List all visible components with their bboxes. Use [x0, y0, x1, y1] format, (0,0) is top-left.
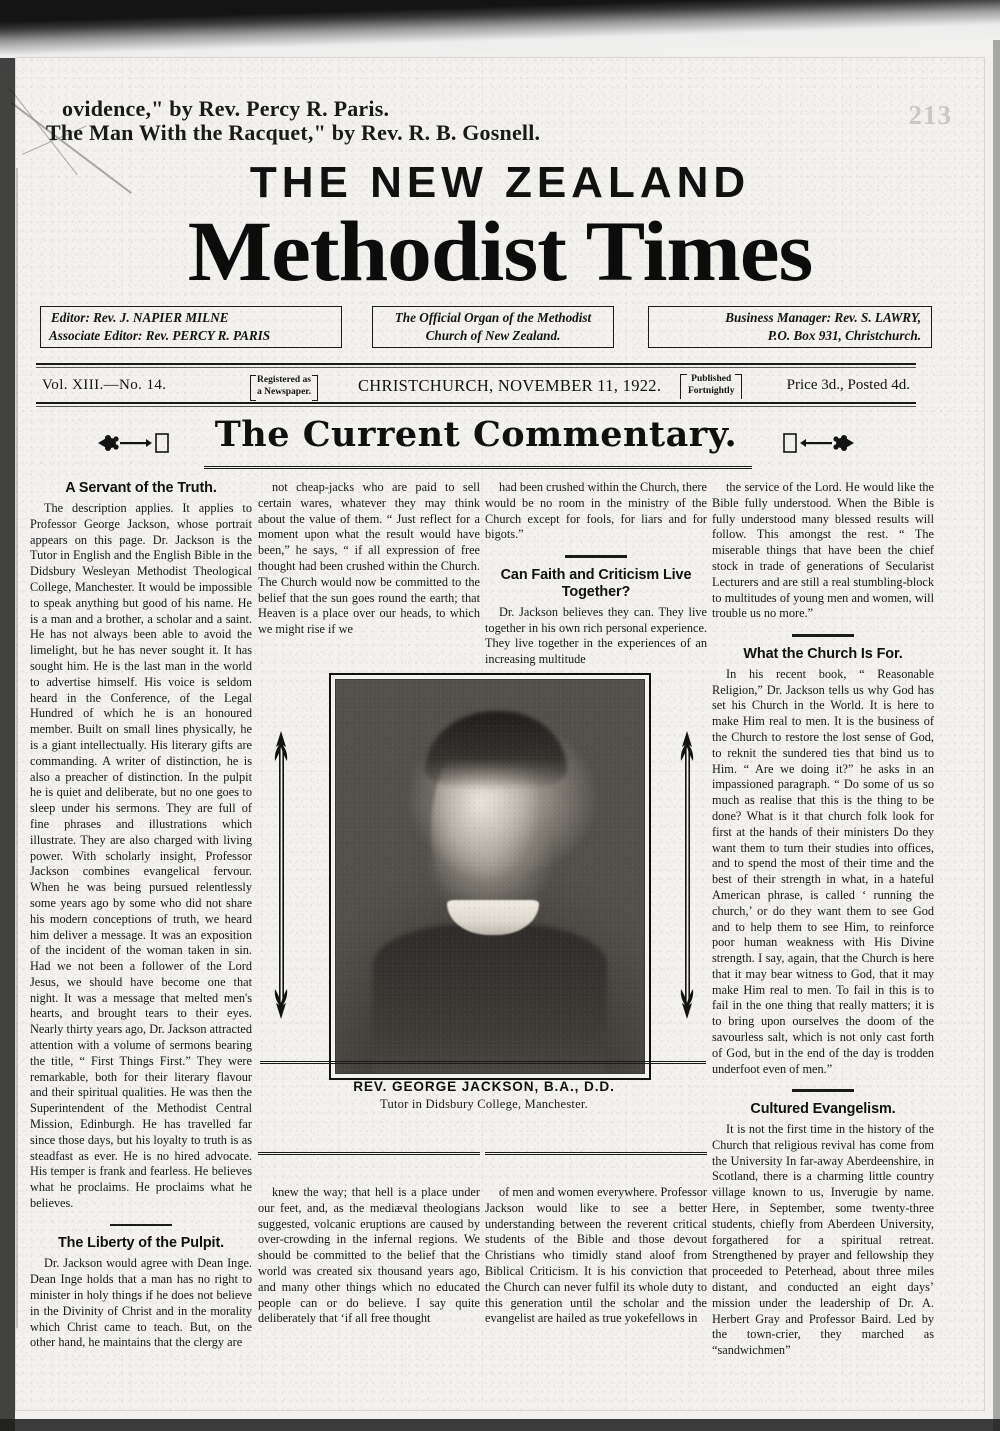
portrait-block [262, 655, 706, 1165]
header-rule-bottom-thin [36, 406, 916, 407]
banner-underline-rule [204, 466, 752, 469]
header-rule-top-thin [36, 367, 916, 368]
edge-crease-left [16, 168, 18, 1328]
section-heading-what-the-church-is-for: What the Church Is For. [743, 645, 903, 662]
column-3-body-top: had been crushed within the Church, there would be no room in the ministry of the Church except for fools, for liars and for bigots.” [485, 480, 707, 542]
business-manager-address: P.O. Box 931, Christchurch. [767, 328, 921, 343]
masthead-info-box-row [40, 306, 921, 350]
city-and-date: CHRISTCHURCH, NOVEMBER 11, 1922. [358, 376, 662, 395]
column-3-bottom [485, 1185, 707, 1327]
editor-name: Editor: Rev. J. NAPIER MILNE [51, 309, 229, 325]
page-number: 213 [908, 100, 952, 130]
section-divider [110, 1224, 172, 1227]
column-3-top [485, 480, 707, 668]
column-1-body-paragraph-2: Dr. Jackson would agree with Dean Inge. Dean Inge holds that a man has no right to minister in holy things if he does not believe in the Divinity of Christ and in the morality which Christ came to teach. But, on the other hand, he maintains that the clergy are [30, 1256, 252, 1350]
portrait-caption [262, 1079, 706, 1112]
arrow-rule-ornament-icon [676, 725, 698, 1025]
article-column-4 [712, 480, 934, 1358]
section-heading-servant-of-the-truth: A Servant of the Truth. [65, 480, 217, 496]
price-label: Price 3d., Posted 4d. [786, 377, 910, 393]
portrait-caption-name: REV. GEORGE JACKSON, B.A., D.D. [353, 1079, 615, 1094]
column-4-body-mid: In his recent book, “ Reasonable Religion,” Dr. Jackson tells us why God has set his Church in the World. It is here to make Him real to men. It is the business of the Church to restore the lost sense of God, to reknit the sundered ties that bind us to Him. “ Are we doing it?” he asks in an impassioned paragraph. “ Do some of us so much as realise that this is the thing to be done? What is it that church folk look for first at the hands of their ministers Do they want them to turn their studies into offices, and to spend the most of their time and the best of their strength in what, in a hateful American phrase, is called ‘ running the church,’ or do they want them to see God and to help them to see Him, to reinforce poor human weakness with His Divine strength. I say, again, that the Church is here that it may bear witness to God, that it may make Him real to men. To fail in this is to fail in the one thing that really matters; it is to bring upon ourselves the doom of the savourless salt, which is not only cast forth of God, but in the end of the day is trodden underfoot even of men.” [712, 666, 934, 1076]
header-rule-top [36, 363, 916, 365]
registered-notice-line-2: a Newspaper. [257, 386, 312, 397]
column-1-body-paragraph: The description applies. It applies to Professor George Jackson, whose portrait appears on this page. Dr. Jackson is the Tutor in English and the English Bible in the Didsbury Wesleyan Methodist Theological College, Manchester. It would be impossible to speak anything but good of his name. He is a man and a brother, a scholar and a saint. He has not always been able to avoid the limelight, but he has never sought it. It has sought him. He is the last man in the world to advertise himself. His voice is seldom heard in the Conference, of the Legal Hundred of which he is an honoured member. Built on small lines physically, he is a giant intellectually. His literary gifts are commanding. A writer of distinction, he is also a preacher of distinction. In the pulpit he is quiet and deliberate, but no one goes to sleep under his sermons. They are full of fine phrases and illustrations which illustrate. They are also charged with living power. With scholarly insight, Professor Jackson combines evangelical fervour. When he was being pursued relentlessly some years ago by some who did not share his modern conceptions of truth, we heard him deliver a message. It was an exposition of the incident of the woman taken in sin. Had we not been a follower of the Lord Jesus, we should have become one that night. It was a message that melted men's hearts, and brought tears to their eyes. Nearly thirty years ago, Dr. Jackson attracted attention with a volume of sermons bearing the title, “ First Things First.” They were remarkable, both for their literary flavour and their spiritual qualities. He was then the Superintendent of the Methodist Central Mission, Edinburgh. He has travelled far since those days, but his loyalty to truth is as steadfast as ever. He is no hired advocate. His temper is frank and fearless. He believes what he proclaims. He proclaims what he believes. [30, 500, 252, 1211]
column-4-body-bottom: It is not the first time in the history of the Church that religious revival has come from the University In far-away Aberdeenshire, in Scotland, there is a charming little country village known to us, Inverugie by name. Here, in September, some twenty-three students, chiefly from Aberdeen University, forgathered for a spiritual retreat. Strengthened by prayer and fellowship they proceeded to Peterhead, about three miles distant, and conducted an eight days’ mission under the leadership of Dr. A. Herbert Gray and Professor Baird. Led by the town-crier, they marched as “sandwichmen” [712, 1122, 934, 1358]
header-rule-bottom [36, 402, 916, 404]
column-2-body-top: not cheap-jacks who are paid to sell certain wares, whatever they may think about the value of them. “ Just reflect for a moment upon what the result would have been,” he says, “ if all expression of free thought had been crushed within the Church. The Church would now be committed to the belief that the sun goes round the earth; that Heaven is a place over our heads, to which we might rise if we [258, 480, 480, 637]
business-manager-box [648, 306, 932, 348]
section-divider [565, 555, 627, 558]
section-divider [792, 1089, 854, 1092]
section-heading-faith-and-criticism: Can Faith and Criticism Live Together? [500, 566, 692, 600]
column-4-body-top: the service of the Lord. He would like the Bible fully understood. When the Bible is fully understood many blessed results will follow. This amongst the rest. “ The miserable things that have been the chief stock in trade of generations of Secularist Lecturers and are still a real stumbling-block to multitudes of young men and women, will trouble us no more.” [712, 480, 934, 621]
registered-notice [250, 375, 318, 399]
publication-frequency-line-1: Published [691, 374, 732, 384]
article-column-1 [30, 480, 252, 1350]
current-commentary-title: The Current Commentary. [214, 414, 738, 455]
fleuron-ornament-icon [94, 430, 186, 456]
volume-number: Vol. XIII.—No. 14. [42, 377, 167, 393]
column-3-body-mid: Dr. Jackson believes they can. They live together in his own rich personal experience. They live together in the experiences of an increasing multitude [485, 604, 707, 667]
column-2-bottom [258, 1185, 480, 1327]
portrait-photo-halftone-grain [336, 680, 644, 1073]
registered-notice-line-1: Registered as [257, 375, 311, 385]
masthead-title: Methodist Times [187, 203, 813, 299]
arrow-rule-ornament-icon [270, 725, 292, 1025]
column-2-top [258, 480, 480, 638]
fleuron-ornament-icon [766, 430, 858, 456]
masthead-line-new-zealand: THE NEW ZEALAND [249, 158, 751, 207]
column-2-body-bottom: knew the way; that hell is a place under our feet, and, as the mediæval theologians suggested, volcanic eruptions are caused by over-crowding in the infernal regions. We should be committed to the belief that the world was created six thousand years ago, and many other things which no educated people can or do believe. I say quite deliberately that ‘if all free thought [258, 1185, 480, 1326]
associate-editor-name: Associate Editor: Rev. PERCY R. PARIS [49, 328, 271, 343]
current-commentary-banner [36, 416, 916, 472]
issue-line [36, 374, 916, 400]
business-manager-name: Business Manager: Rev. S. LAWRY, [725, 309, 921, 325]
contents-teaser-2: The Man With the Racquet," by Rev. R. B. Gosnell. [46, 120, 541, 145]
scan-edge-bottom [0, 1419, 1000, 1431]
portrait-photo [335, 679, 645, 1074]
contents-teaser-1: ovidence," by Rev. Percy R. Paris. [62, 96, 390, 121]
publication-frequency [680, 374, 742, 398]
section-divider [792, 634, 854, 637]
editor-info-box [40, 306, 342, 348]
official-organ-line-2: Church of New Zealand. [425, 328, 561, 343]
publication-frequency-line-2: Fortnightly [688, 385, 735, 396]
portrait-frame [329, 673, 651, 1080]
portrait-caption-rule [260, 1061, 706, 1064]
official-organ-line-1: The Official Organ of the Methodist [394, 309, 592, 325]
portrait-caption-subtitle: Tutor in Didsbury College, Manchester. [380, 1097, 588, 1111]
official-organ-box [372, 306, 614, 348]
section-heading-cultured-evangelism: Cultured Evangelism. [750, 1101, 896, 1118]
column-3-body-bottom: of men and women everywhere. Professor Jackson would like to see a better understanding between the reverent critical students of the Bible and those devout Christians who timidly stand aloof from Biblical Criticism. It is his conviction that the Church can never fulfil its whole duty to this generation until the scholar and the evangelist are hailed as true yokefellows in [485, 1185, 707, 1326]
section-heading-liberty-of-the-pulpit: The Liberty of the Pulpit. [57, 1235, 225, 1252]
